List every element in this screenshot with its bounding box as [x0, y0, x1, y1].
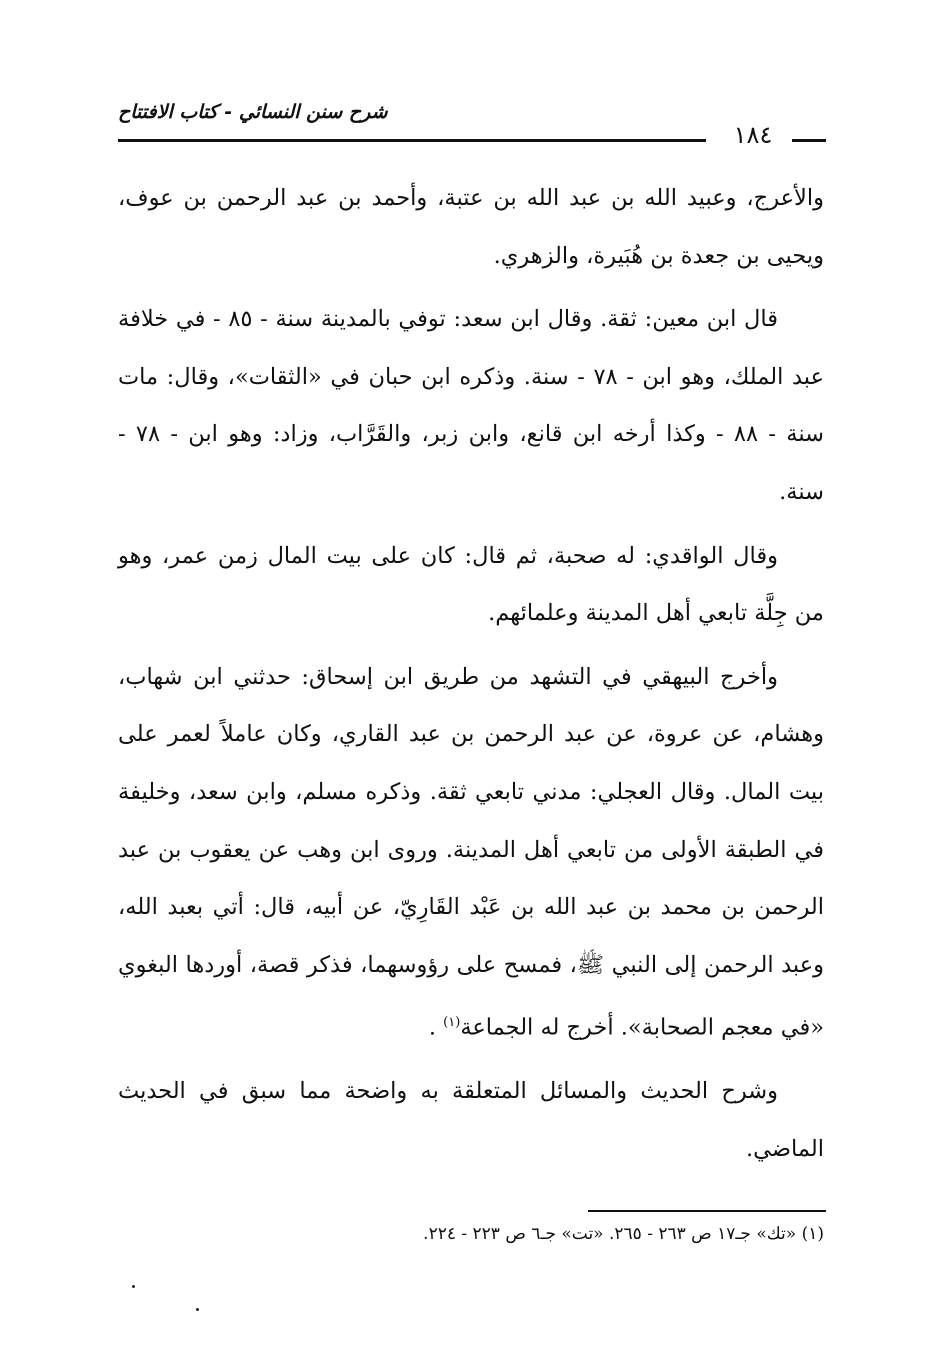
paragraph-2: قال ابن معين: ثقة. وقال ابن سعد: توفي بالمدينة سنة - ٨٥ - في خلافة عبد الملك، وهو ابن - ٧٨ - سنة. وذكره ابن حبان في «الثقات»، وقال: مات سنة - ٨٨ - وكذا أرخه ابن قانع، وابن زبر، والقَرَّاب، وزاد: وهو ابن - ٧٨ - سنة.: [118, 306, 824, 505]
page-number: ١٨٤: [733, 121, 773, 149]
paragraph-3: وقال الواقدي: له صحبة، ثم قال: كان على بيت المال زمن عمر، وهو من جِلَّة تابعي أهل المدينة وعلمائهم.: [118, 542, 824, 627]
paragraph-4: [118, 649, 824, 1058]
footnote-reference: (١): [443, 1015, 461, 1031]
page-body: [118, 170, 824, 1179]
paragraph-4-text: وأخرج البيهقي في التشهد من طريق ابن إسحاق: حدثني ابن شهاب، وهشام، عن عروة، عن عبد الرحمن بن عبد القاري، وكان عاملاً لعمر على بيت المال. وقال العجلي: مدني تابعي ثقة. وذكره مسلم، وابن سعد، وخليفة في الطبقة الأولى من تابعي أهل المدينة. وروى ابن وهب عن يعقوب بن عبد الرحمن بن محمد بن عبد الله بن عَبْد القَارِيّ، عن أبيه، قال: أتي بعبد الله، وعبد الرحمن إلى النبي ﷺ، فمسح على رؤوسهما، فذكر قصة، أوردها البغوي «في معجم الصحابة». أخرج له الجماعة: [118, 663, 824, 1041]
scan-speck: [196, 1308, 199, 1311]
paragraph-1: والأعرج، وعبيد الله بن عبد الله بن عتبة، وأحمد بن عبد الرحمن بن عوف، ويحيى بن جعدة بن هُبَيرة، والزهري.: [118, 185, 824, 269]
scan-speck: [132, 1285, 135, 1288]
footnote-rule: [588, 1210, 826, 1212]
running-header-title: شرح سنن النسائي - كتاب الافتتاح: [118, 101, 388, 123]
page-number-rule: [792, 139, 826, 142]
paragraph-4-end: .: [428, 1014, 444, 1041]
paragraph-5: وشرح الحديث والمسائل المتعلقة به واضحة مما سبق في الحديث الماضي.: [118, 1078, 824, 1162]
header-rule: [118, 139, 706, 142]
footnote: (١) «تك» جـ١٧ ص ٢٦٣ - ٢٦٥. «تت» جـ٦ ص ٢٢٣ - ٢٢٤.: [423, 1224, 824, 1244]
